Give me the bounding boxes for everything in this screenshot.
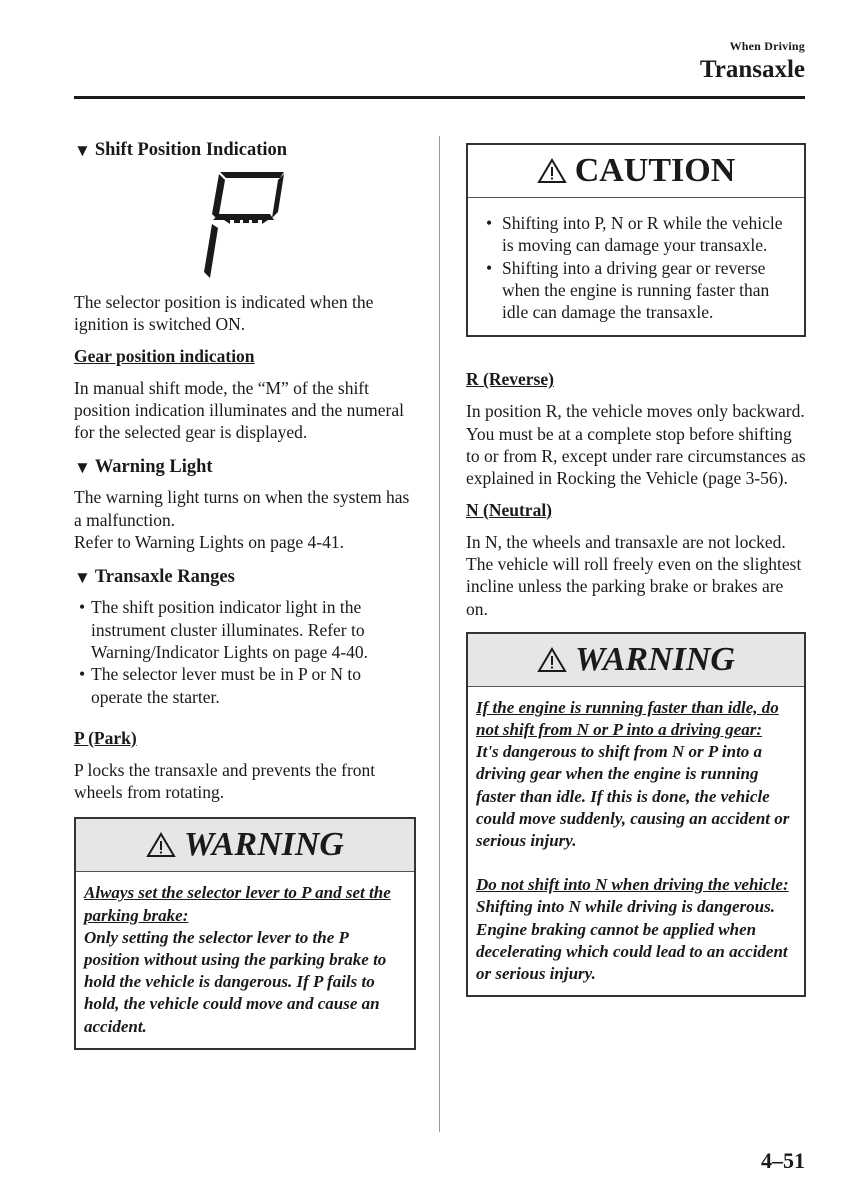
warning-text: Only setting the selector lever to the P position without using the parking brake to hold the vehicle is dangerous. If P fails to hold, the vehicle could move and cause an accident. (84, 927, 387, 1036)
header-rule (74, 96, 805, 99)
park-heading: P (Park) (74, 727, 137, 748)
right-column (466, 143, 806, 997)
caution-label: CAUTION (574, 152, 736, 189)
warning-text: It's dangerous to shift from N or P into a driving gear when the engine is running faster than idle. If this is done, the vehicle could move suddenly, causing an accident or serious injury. (476, 742, 790, 851)
park-text: P locks the transaxle and prevents the front wheels from rotating. (74, 759, 376, 803)
neutral-warning-box (466, 632, 806, 997)
column-divider (439, 136, 440, 1132)
list-item: • The selector lever must be in P or N to operate the starter. (79, 664, 362, 707)
triangle-bullet-icon: ▼ (74, 567, 91, 587)
shift-indicator-p-icon (202, 168, 292, 284)
gear-position-text: In manual shift mode, the “M” of the shift position indication illuminates and the numeral for the selected gear is displayed. (74, 377, 405, 443)
warning-label: WARNING (184, 826, 344, 864)
caution-header (468, 145, 804, 198)
warning-underlined-text: Always set the selector lever to P and set the parking brake: (84, 883, 391, 925)
shift-position-text: The selector position is indicated when the ignition is switched ON. (74, 292, 374, 335)
page-number: 4–51 (761, 1148, 805, 1173)
caution-body (468, 198, 804, 335)
left-column (74, 140, 416, 1050)
reverse-heading: R (Reverse) (466, 369, 554, 390)
caution-box (466, 143, 806, 337)
section-label: When Driving (729, 39, 805, 53)
reverse-text: In position R, the vehicle moves only backward. You must be at a complete stop before shifting to or from R, except under rare circumstances as explained in Rocking the Vehicle (page 3-56). (466, 401, 806, 489)
warning-underlined-text: Do not shift into N when driving the vehicle: (476, 875, 789, 895)
warning-triangle-icon (146, 832, 176, 858)
transaxle-ranges-list (74, 596, 416, 707)
warning-body (468, 687, 804, 995)
warning-body (76, 872, 414, 1047)
park-warning-box (74, 817, 416, 1049)
triangle-bullet-icon: ▼ (74, 457, 91, 477)
gear-position-heading: Gear position indication (74, 345, 255, 366)
warning-header (76, 819, 414, 872)
warning-label: WARNING (575, 640, 735, 678)
list-item: • Shifting into a driving gear or reverse when the engine is running faster than idle can damage the transaxle. (486, 257, 770, 323)
neutral-heading: N (Neutral) (466, 499, 553, 520)
neutral-text: In N, the wheels and transaxle are not locked. The vehicle will roll freely even on the slightest incline unless the parking brake or brakes are on. (466, 531, 802, 619)
warning-triangle-icon (537, 158, 567, 184)
warning-triangle-icon (537, 647, 567, 673)
warning-text: Shifting into N while driving is dangerous. Engine braking cannot be applied when decelerating which could lead to an accident or serious injury. (476, 897, 788, 984)
list-item: • The shift position indicator light in the instrument cluster illuminates. Refer to Warning/Indicator Lights on page 4-40. (79, 597, 369, 662)
caution-list (476, 212, 792, 323)
triangle-bullet-icon: ▼ (74, 140, 91, 160)
warning-light-heading: ▼ Warning Light (74, 457, 213, 478)
warning-light-link[interactable]: Refer to Warning Lights on page 4-41. (74, 532, 344, 553)
warning-header (468, 634, 804, 687)
page-header (700, 39, 805, 84)
shift-position-heading: ▼ Shift Position Indication (74, 140, 288, 160)
warning-light-text: The warning light turns on when the system has a malfunction. Refer to Warning Lights on page 4-41. (74, 487, 410, 553)
page-title: Transaxle (699, 56, 805, 83)
warning-underlined-text: If the engine is running faster than idle, do not shift from N or P into a driving gear: (476, 697, 779, 740)
list-item: • Shifting into P, N or R while the vehicle is moving can damage your transaxle. (486, 213, 783, 256)
transaxle-ranges-heading: ▼ Transaxle Ranges (74, 567, 235, 588)
